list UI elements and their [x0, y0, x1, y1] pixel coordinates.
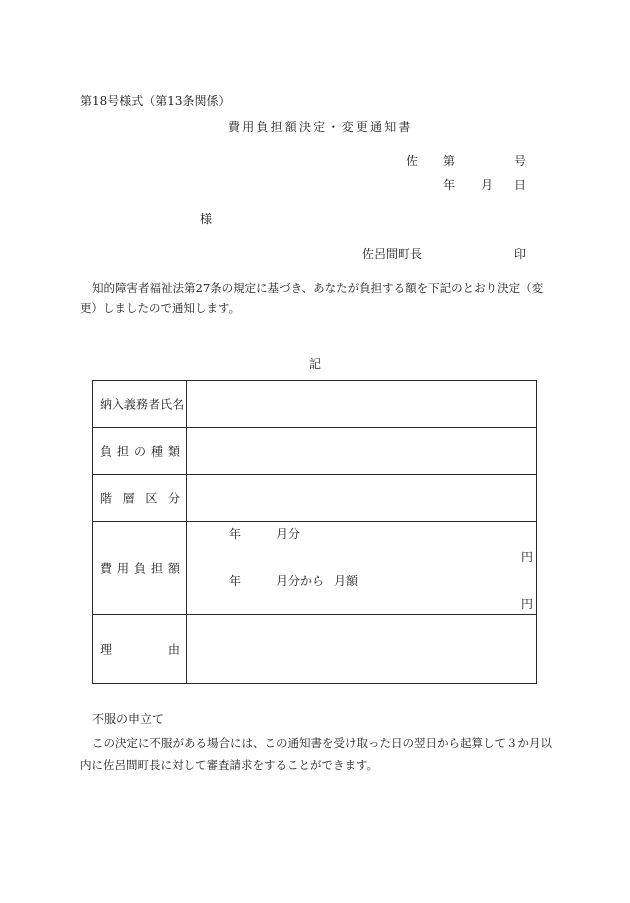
label-cell — [93, 381, 187, 427]
label-char: 額 — [167, 561, 180, 576]
label-cell — [93, 522, 187, 614]
form-number: 第18号様式（第13条関係） — [80, 94, 231, 108]
cost-monthly-amount-label: 月額 — [334, 574, 359, 588]
label-char: 層 — [122, 491, 135, 506]
reference-dai-char: 第 — [443, 154, 456, 168]
label-char: 氏 — [160, 397, 173, 412]
notice-body-text: 知的障害者福祉法第27条の規定に基づき、あなたが負担する額を下記のとおり決定（変更）しましたので通知します。 — [80, 281, 544, 315]
label-char: 者 — [148, 397, 161, 412]
seal-mark: 印 — [514, 247, 527, 261]
reason-label — [100, 641, 180, 658]
label-cell — [93, 428, 187, 474]
cost-month-from-label: 月分から — [276, 574, 325, 588]
cost-year-label-2: 年 — [229, 574, 242, 588]
date-month-label: 月 — [481, 178, 494, 192]
label-cell — [93, 615, 187, 683]
cost-label — [100, 560, 180, 577]
label-char: 負 — [133, 561, 146, 576]
label-char: 分 — [167, 491, 180, 506]
label-char: 由 — [167, 642, 180, 657]
cost-yen-label-1: 円 — [521, 550, 534, 564]
issuer-name: 佐呂間町長 — [362, 247, 423, 261]
table-row-cost — [93, 522, 536, 615]
label-char: 担 — [116, 444, 129, 459]
objection-text: この決定に不服がある場合には、この通知書を受け取った日の翌日から起算して３か月以内に佐呂間町長に対して審査請求をすることができます。 — [80, 736, 552, 772]
cost-year-label-1: 年 — [229, 527, 242, 541]
obligor-name-label — [100, 396, 185, 413]
label-char: 区 — [145, 491, 158, 506]
burden-type-label — [100, 443, 180, 460]
label-char: 階 — [100, 491, 113, 506]
table-row-reason — [93, 615, 536, 683]
date-day-label: 日 — [514, 178, 527, 192]
reference-go-char: 号 — [514, 154, 527, 168]
label-char: 負 — [100, 444, 113, 459]
label-char: の — [133, 444, 146, 459]
cost-month-portion-label: 月分 — [276, 527, 301, 541]
label-char: 用 — [116, 561, 129, 576]
label-char: 名 — [172, 397, 185, 412]
label-char: 費 — [100, 561, 113, 576]
label-char: 納 — [100, 397, 113, 412]
label-char: 理 — [100, 642, 113, 657]
document-title: 費用負担額決定・変更通知書 — [228, 120, 413, 134]
label-char: 入 — [112, 397, 125, 412]
objection-title: 不服の申立て — [92, 712, 165, 726]
label-char: 種 — [150, 444, 163, 459]
label-char: 務 — [136, 397, 149, 412]
details-table — [92, 380, 537, 684]
ki-heading: 記 — [309, 357, 322, 371]
tier-label — [100, 490, 180, 507]
cost-yen-label-2: 円 — [521, 597, 534, 611]
label-char: 類 — [167, 444, 180, 459]
label-char: 義 — [124, 397, 137, 412]
table-row-obligor — [93, 381, 536, 428]
label-cell — [93, 475, 187, 521]
date-year-label: 年 — [443, 178, 456, 192]
label-char: 担 — [150, 561, 163, 576]
table-row-tier — [93, 475, 536, 522]
recipient-honorific: 様 — [200, 212, 213, 226]
table-row-burden-type — [93, 428, 536, 475]
reference-office-char: 佐 — [406, 154, 419, 168]
